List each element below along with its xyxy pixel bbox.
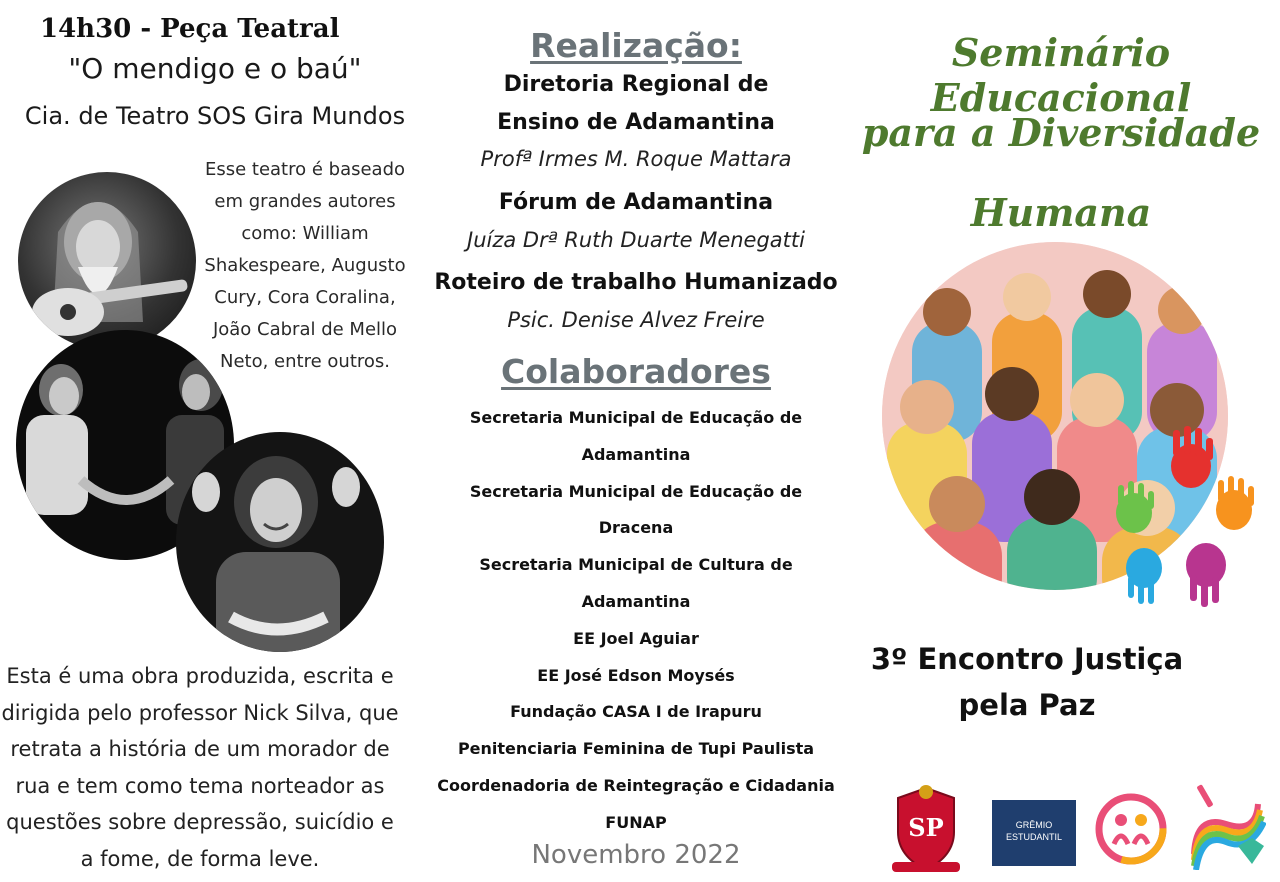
- event-title-line2: pela Paz: [958, 688, 1096, 722]
- list-item: EE Joel Aguiar: [573, 628, 699, 648]
- text-line: João Cabral de Mello: [212, 319, 398, 340]
- event-time-title: 14h30 - Peça Teatral: [40, 14, 340, 44]
- list-item: FUNAP: [605, 812, 667, 832]
- sp-seal-text: SP: [908, 813, 944, 842]
- photo-guitar-player: [18, 172, 196, 350]
- org-diretoria-line1: Diretoria Regional de: [503, 72, 769, 97]
- text-line: Esta é uma obra produzida, escrita e: [6, 664, 394, 688]
- list-item: Secretaria Municipal de Educação de: [469, 481, 803, 501]
- event-title-line1: 3º Encontro Justiça: [870, 642, 1184, 676]
- text-line: em grandes autores: [214, 191, 396, 212]
- seminar-title-line3: Humana: [970, 190, 1152, 235]
- text-line: dirigida pelo professor Nick Silva, que: [1, 700, 399, 725]
- list-item: Secretaria Municipal de Educação de: [469, 408, 803, 427]
- event-date: Novembro 2022: [531, 840, 741, 870]
- gremio-text-line1: GRÊMIO: [1015, 820, 1053, 830]
- right-panel: [842, 0, 1280, 882]
- theatre-company: Cia. de Teatro SOS Gira Mundos: [24, 102, 406, 130]
- text-line: como: William: [241, 223, 369, 244]
- org-roteiro-person: Psic. Denise Alvez Freire: [507, 308, 765, 332]
- text-line: Esse teatro é baseado: [204, 159, 406, 180]
- list-item: Secretaria Municipal de Cultura de: [479, 555, 793, 575]
- colaboradores-list: [430, 400, 842, 842]
- org-forum: Fórum de Adamantina: [498, 190, 774, 215]
- play-description: [0, 658, 400, 877]
- org-diretoria-line2: Ensino de Adamantina: [497, 110, 775, 135]
- seminar-title-line1: Seminário Educacional: [930, 30, 1192, 120]
- realizacao-heading: Realização:: [530, 26, 742, 65]
- list-item: Fundação CASA I de Irapuru: [510, 702, 762, 722]
- partner-logos: [842, 780, 1280, 880]
- list-item: Coordenadoria de Reintegração e Cidadania: [437, 775, 835, 795]
- left-panel: [0, 0, 430, 882]
- org-diretoria-person: Profª Irmes M. Roque Mattara: [480, 147, 792, 171]
- handprints-icon: [1092, 425, 1272, 620]
- family-circle-logo: [1094, 792, 1168, 866]
- list-item: Penitenciaria Feminina de Tupi Paulista: [457, 739, 815, 759]
- list-item: EE José Edson Moysés: [537, 665, 735, 685]
- list-item: Adamantina: [581, 444, 691, 464]
- sp-state-seal-icon: [888, 784, 964, 876]
- text-line: rua e tem como tema norteador as: [15, 773, 385, 798]
- org-forum-person: Juíza Drª Ruth Duarte Menegatti: [467, 228, 805, 252]
- list-item: Adamantina: [581, 591, 691, 611]
- text-line: Cury, Cora Coralina,: [214, 287, 396, 308]
- colaboradores-heading: Colaboradores: [501, 352, 771, 391]
- text-line: Shakespeare, Augusto: [204, 255, 406, 276]
- text-line: Neto, entre outros.: [220, 351, 390, 372]
- play-inspiration-text: [196, 154, 414, 378]
- text-line: retrata a história de um morador de: [10, 737, 390, 761]
- rainbow-diamond-logo: [1186, 784, 1266, 870]
- org-roteiro: Roteiro de trabalho Humanizado: [434, 270, 838, 295]
- text-line: a fome, de forma leve.: [80, 846, 320, 871]
- middle-panel: [430, 0, 842, 882]
- text-line: questões sobre depressão, suicídio e: [6, 810, 394, 834]
- list-item: Dracena: [598, 518, 674, 538]
- photo-smiling-woman: [176, 432, 384, 652]
- gremio-text-line2: ESTUDANTIL: [1005, 832, 1063, 842]
- seminar-title-line2: para a Diversidade: [861, 110, 1261, 155]
- gremio-estudantil-logo: [992, 800, 1076, 866]
- play-title: "O mendigo e o baú": [68, 52, 362, 85]
